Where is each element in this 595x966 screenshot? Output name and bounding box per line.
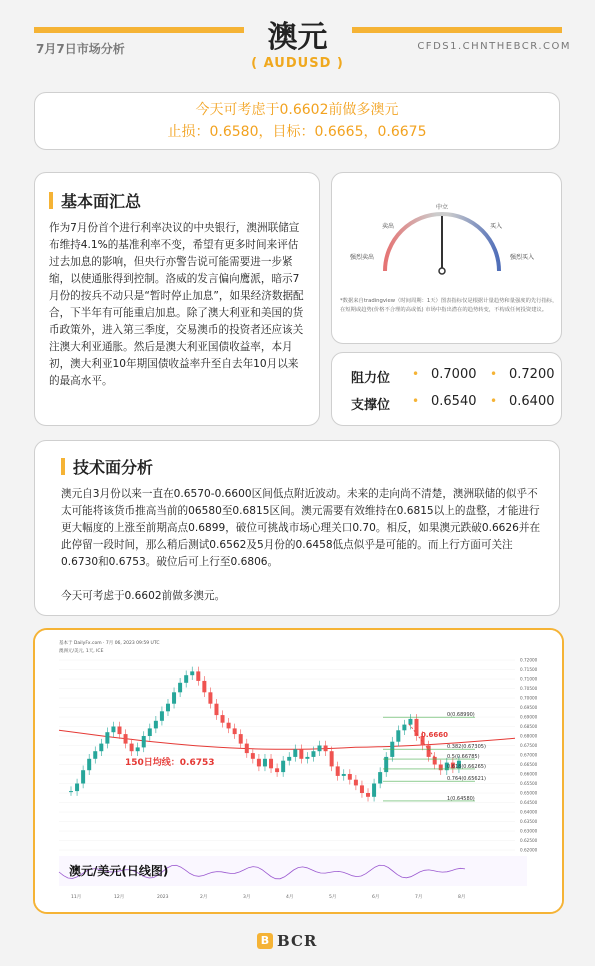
price-tick-label: 0.71000: [520, 676, 538, 682]
candle-body: [245, 744, 249, 754]
bullet-icon: •: [412, 394, 420, 408]
gauge-label-neutral: 中立: [435, 204, 449, 211]
candle-body: [342, 774, 346, 776]
bullet-icon: •: [490, 394, 498, 408]
candle-body: [318, 746, 322, 752]
fundamental-title: 基本面汇总: [61, 192, 142, 211]
fib-label: 0.382(0.67305): [447, 744, 486, 751]
candle-body: [439, 765, 443, 771]
price-tick-label: 0.64000: [520, 809, 538, 815]
price-chart-card: [33, 628, 564, 914]
support-row: [332, 394, 563, 420]
candle-body: [136, 747, 140, 751]
support-2: 0.6400: [509, 394, 555, 409]
chart-header-line: 基本于 DailyFx.com · 7月 06, 2023 09:59 UTC: [59, 641, 160, 646]
candle-body: [190, 671, 194, 675]
time-tick-label: 6月: [372, 895, 380, 900]
candle-body: [105, 732, 109, 743]
price-tick-label: 0.65000: [520, 790, 538, 796]
support-1: 0.6540: [431, 394, 477, 409]
candle-body: [287, 757, 291, 761]
price-tick-label: 0.68000: [520, 733, 538, 739]
candle-body: [281, 761, 285, 772]
candle-body: [354, 780, 358, 786]
time-tick-label: 2023: [157, 895, 169, 900]
candle-body: [305, 757, 309, 759]
fib-label: 1(0.64580): [447, 795, 475, 802]
price-tick-label: 0.63000: [520, 828, 538, 834]
price-tick-label: 0.70500: [520, 686, 538, 691]
fib-label: 0.5(0.66785): [447, 754, 480, 761]
price-tick-label: 0.69500: [520, 705, 538, 710]
candle-body: [311, 751, 315, 757]
sentiment-gauge: [332, 173, 563, 297]
candle-body: [160, 711, 164, 721]
brand-logo: [257, 932, 317, 950]
candle-body: [221, 715, 225, 723]
candle-body: [396, 730, 400, 741]
resistance-row: [332, 367, 563, 393]
time-tick-label: 8月: [458, 895, 466, 900]
price-axis: [520, 658, 538, 853]
price-tick-label: 0.70000: [520, 695, 538, 701]
resistance-1: 0.7000: [431, 367, 477, 382]
time-tick-label: 7月: [415, 895, 423, 900]
price-tick-label: 0.68500: [520, 724, 538, 729]
candle-body: [93, 751, 97, 759]
support-label: 支撑位: [351, 398, 391, 413]
time-tick-label: 5月: [329, 895, 337, 900]
recommendation-line1: 今天可考虑于0.6602前做多澳元: [195, 102, 399, 118]
price-tick-label: 0.63500: [520, 819, 538, 824]
bcr-logo-icon: B: [257, 933, 273, 949]
candle-body: [275, 768, 279, 772]
technical-text: 澳元自3月份以来一直在0.6570-0.6600区间低点附近波动。未来的走向尚不清楚，澳洲联储的似乎不太可能将该货币推高当前的06580至0.6815区间。澳元需要有效维持在0.6815以上的盘整，才能进行更大幅度的上涨至前期高点0.6899，破位可挑战市场心理关口0.70。相反，如果澳元跌破0.6626并在此停留一段时间，那么稍后测试0.6562及5月份的0.6458低点似乎是可能的。而上行方面可关注 0.6730和0.6753。破位后可上行至0.6806。: [61, 488, 541, 568]
recommendation-card: [34, 92, 560, 150]
candle-body: [69, 791, 73, 792]
candle-body: [142, 736, 146, 747]
candle-body: [233, 728, 237, 734]
brand-name: BCR: [277, 932, 318, 950]
candle-body: [166, 704, 170, 712]
price-tick-label: 0.62500: [520, 838, 538, 843]
price-tick-label: 0.66500: [520, 762, 538, 767]
candle-body: [324, 746, 328, 752]
candle-body: [172, 692, 176, 703]
candle-body: [130, 744, 134, 752]
candle-body: [75, 784, 79, 792]
candle-body: [251, 753, 255, 759]
heading-bar: [61, 458, 65, 475]
candle-body: [330, 751, 334, 766]
price-chart: [35, 630, 562, 912]
gauge-label-buy: 买入: [489, 223, 503, 230]
price-tick-label: 0.67000: [520, 752, 538, 758]
recommendation-line2: 止损：0.6580，目标：0.6665，0.6675: [167, 124, 427, 140]
technical-card: [34, 440, 560, 616]
sentiment-gauge-card: [331, 172, 562, 344]
candle-body: [81, 770, 85, 783]
candle-body: [299, 749, 303, 759]
candle-body: [124, 734, 128, 744]
candle-body: [208, 692, 212, 703]
price-tick-label: 0.67500: [520, 743, 538, 748]
time-tick-label: 2月: [200, 895, 208, 900]
time-tick-label: 12月: [114, 895, 125, 900]
technical-title: 技术面分析: [73, 458, 154, 477]
time-tick-label: 3月: [243, 895, 251, 900]
time-tick-label: 11月: [71, 895, 82, 900]
candle-body: [111, 727, 115, 733]
page-title: 澳元: [267, 20, 328, 55]
candle-body: [202, 681, 206, 692]
price-tick-label: 0.69000: [520, 714, 538, 720]
price-tick-label: 0.64500: [520, 800, 538, 805]
levels-card: [331, 352, 562, 426]
resistance-label: 阻力位: [351, 371, 391, 386]
time-tick-label: 4月: [286, 895, 294, 900]
candle-body: [269, 759, 273, 769]
candle-body: [184, 675, 188, 683]
candle-body: [239, 734, 243, 744]
candle-body: [148, 728, 152, 736]
fib-label: 0.764(0.65621): [447, 776, 486, 783]
candle-body: [99, 744, 103, 752]
candle-body: [348, 774, 352, 780]
price-tick-label: 0.72000: [520, 657, 538, 663]
gauge-label-strong-buy: 强烈买入: [509, 254, 535, 261]
candle-body: [214, 704, 218, 715]
candle-body: [402, 725, 406, 731]
candle-body: [372, 784, 376, 797]
price-tick-label: 0.62000: [520, 847, 538, 853]
candle-body: [257, 759, 261, 767]
bullet-icon: •: [490, 367, 498, 381]
resistance-2: 0.7200: [509, 367, 555, 382]
fundamental-heading: [49, 189, 307, 212]
price-tick-label: 0.66000: [520, 771, 538, 777]
gauge-label-strong-sell: 强烈卖出: [349, 254, 375, 261]
site-url: CFDS1.CHNTHEBCR.COM: [417, 41, 571, 52]
price-tick-label: 0.71500: [520, 667, 538, 672]
candle-body: [433, 757, 437, 765]
chart-caption: 澳元/美元(日线图): [69, 864, 169, 878]
report-date: 7月7日市场分析: [36, 42, 125, 56]
fib-label: 0.618(0.66265): [447, 763, 486, 770]
technical-heading: [61, 455, 545, 478]
candle-body: [378, 772, 382, 783]
candle-body: [360, 785, 364, 793]
ma-label: 150日均线：0.6753: [125, 758, 215, 768]
bullet-icon: •: [412, 367, 420, 381]
candle-body: [408, 719, 412, 725]
fundamental-card: [34, 172, 320, 426]
technical-conclusion: 今天可考虑于0.6602前做多澳元。: [61, 590, 226, 602]
candle-body: [366, 793, 370, 797]
candle-body: [178, 683, 182, 693]
candle-body: [293, 749, 297, 757]
candle-body: [117, 727, 121, 735]
price-tick-label: 0.65500: [520, 781, 538, 786]
chart-source: 澳洲元/美元, 1天, ICE: [59, 649, 104, 654]
heading-bar: [49, 192, 53, 209]
candle-body: [336, 766, 340, 776]
candle-body: [154, 721, 158, 729]
fib-label: 0(0.68990): [447, 712, 475, 719]
gauge-pivot: [439, 268, 445, 274]
page-subtitle: ( AUDUSD ): [251, 56, 344, 71]
fundamental-text: 作为7月份首个进行利率决议的中央银行，澳洲联储宣布维持4.1%的基准利率不变，希望有更多时间来评估过去加息的影响，但央行亦警告说可能需要进一步紧缩，以使通胀得到控制。洛威的发言偏向鹰派，暗示7月份的按兵不动只是“暂时停止加息”，如果经济数据配合，下半年有可能重启加息。除了澳大利亚和美国的货币政策外，进入第三季度，交易澳币的投资者还应该关注澳大利亚通胀。然后是澳大利亚国债收益率，本月初，澳大利亚10年期国债收益率升至自去年10月以来的最高水平。: [49, 222, 304, 387]
candle-body: [227, 723, 231, 729]
candle-body: [263, 759, 267, 767]
price-annotation: 0.6660: [421, 731, 449, 739]
gauge-disclaimer: *数据来自tradingview（时间周期：1天）图表指标仅是根据计量趋势和量强度的先行指标，在短期或趋势(价格不合理的高或低) 市场中指出潜在的趋势转变，不构成任何投资建议。: [340, 298, 558, 313]
candle-body: [196, 671, 200, 681]
candle-body: [87, 759, 91, 770]
gauge-label-sell: 卖出: [381, 223, 395, 230]
